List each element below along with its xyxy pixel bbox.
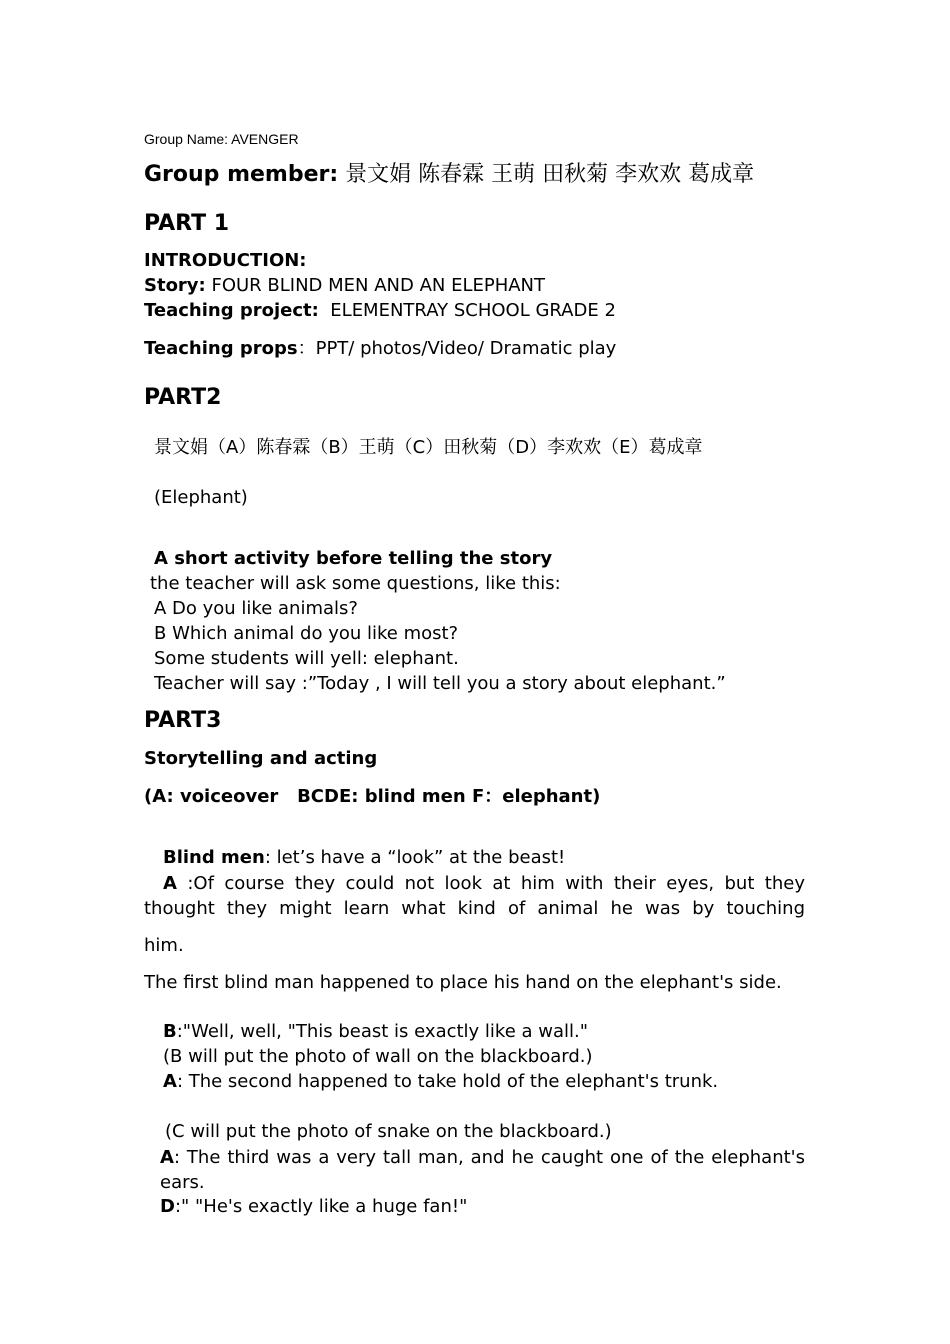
- voiceover-paragraph: [144, 871, 805, 921]
- c-note: (C will put the photo of snake on the blackboard.): [165, 1121, 612, 1142]
- d-line: [160, 1196, 467, 1218]
- part1-heading: PART 1: [144, 211, 230, 236]
- dialogue-text: :Of course they could not look at him with their eyes, but they thought they might learn what kind of animal he was by touching: [144, 873, 805, 919]
- activity-line: B Which animal do you like most?: [154, 623, 459, 644]
- group-members-line: [144, 162, 754, 188]
- teaching-project-line: [144, 300, 616, 322]
- a2-line: [163, 1071, 718, 1093]
- b-note: (B will put the photo of wall on the blackboard.): [163, 1046, 593, 1067]
- story-label: Story:: [144, 275, 206, 296]
- teaching-project-value: ELEMENTRAY SCHOOL GRADE 2: [318, 300, 616, 321]
- dialogue-text: :" "He's exactly like a huge fan!": [174, 1196, 468, 1217]
- group-name: Group Name: AVENGER: [144, 131, 299, 147]
- speaker-label: A: [163, 873, 177, 894]
- activity-line: Some students will yell: elephant.: [154, 648, 459, 669]
- dialogue-text: : The second happened to take hold of the elephant's trunk.: [176, 1071, 719, 1092]
- speaker-label: D: [160, 1196, 175, 1217]
- speaker-label: A: [163, 1071, 177, 1092]
- introduction-label: INTRODUCTION:: [144, 250, 307, 271]
- speaker-label: A: [160, 1147, 174, 1168]
- speaker-label: Blind men: [163, 847, 265, 868]
- teaching-props-line: [144, 338, 616, 360]
- first-blind-paragraph: The first blind man happened to place his hand on the elephant's side.: [144, 972, 782, 993]
- teaching-props-value: ：PPT/ photos/Video/ Dramatic play: [297, 338, 617, 359]
- activity-line: Teacher will say :”Today , I will tell you a story about elephant.”: [154, 673, 726, 694]
- b-line: [163, 1021, 588, 1043]
- roles-line: 景文娟（A）陈春霖（B）王萌（C）田秋菊（D）李欢欢（E）葛成章: [154, 437, 703, 458]
- group-member-names: 景文娟 陈春霖 王萌 田秋菊 李欢欢 葛成章: [338, 162, 755, 187]
- voiceover-continuation: him.: [144, 935, 184, 956]
- part3-heading: PART3: [144, 708, 222, 733]
- teaching-project-label: Teaching project:: [144, 300, 319, 321]
- teaching-props-label: Teaching props: [144, 338, 298, 359]
- dialogue-text: : The third was a very tall man, and he caught one of the elephant's ears.: [160, 1147, 805, 1193]
- activity-line: the teacher will ask some questions, like this:: [150, 573, 561, 594]
- a3-paragraph: [160, 1145, 805, 1195]
- speaker-label: B: [163, 1021, 177, 1042]
- dialogue-text: :"Well, well, "This beast is exactly like a wall.": [176, 1021, 589, 1042]
- activity-heading: A short activity before telling the story: [154, 548, 553, 569]
- group-member-label: Group member:: [144, 162, 339, 187]
- dialogue-text: : let’s have a “look” at the beast!: [264, 847, 566, 868]
- activity-line: A Do you like animals?: [154, 598, 358, 619]
- story-line: [144, 275, 545, 297]
- part3-roles: (A: voiceover BCDE: blind men F：elephant): [144, 786, 601, 807]
- blind-men-line: [163, 847, 565, 869]
- part2-heading: PART2: [144, 385, 222, 410]
- part3-subheading: Storytelling and acting: [144, 748, 378, 769]
- story-value: FOUR BLIND MEN AND AN ELEPHANT: [205, 275, 546, 296]
- roles-line-elephant: (Elephant): [154, 487, 248, 508]
